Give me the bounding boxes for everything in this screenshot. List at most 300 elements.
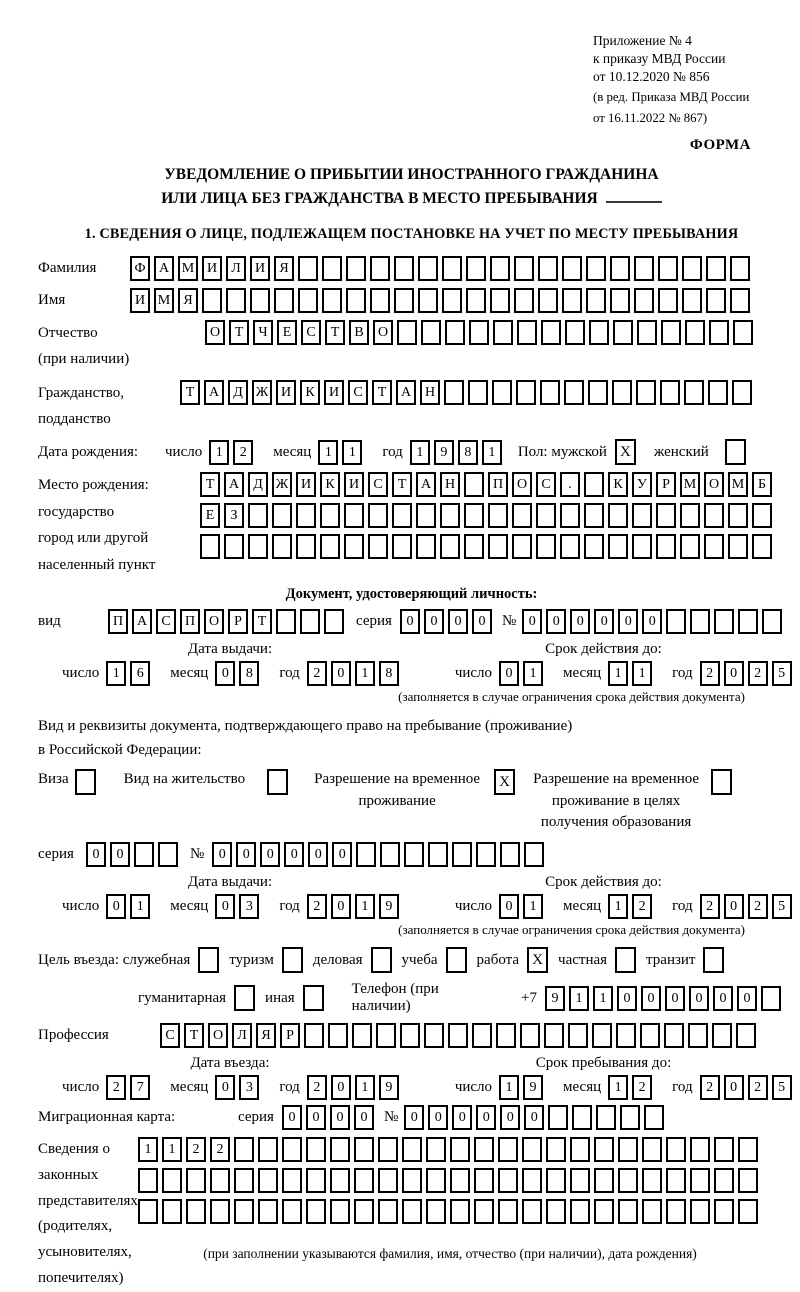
char-cell[interactable]: 2 [210, 1137, 230, 1162]
char-cell[interactable] [298, 288, 318, 313]
purpose-gumanitarnaya-checkbox[interactable] [234, 985, 255, 1011]
char-cell[interactable] [522, 1168, 542, 1193]
char-cell[interactable] [498, 1137, 518, 1162]
char-cell[interactable] [516, 380, 536, 405]
char-cell[interactable] [704, 503, 724, 528]
char-cell[interactable] [354, 1199, 374, 1224]
char-cell[interactable] [258, 1168, 278, 1193]
char-cell[interactable]: И [344, 472, 364, 497]
char-cell[interactable]: 0 [404, 1105, 424, 1130]
char-cell[interactable]: 0 [665, 986, 685, 1011]
char-cell[interactable] [210, 1199, 230, 1224]
char-cell[interactable] [498, 1168, 518, 1193]
char-cell[interactable]: 0 [332, 842, 352, 867]
char-cell[interactable] [322, 288, 342, 313]
char-cell[interactable] [274, 288, 294, 313]
char-cell[interactable]: 0 [215, 661, 235, 686]
char-cell[interactable] [202, 288, 222, 313]
char-cell[interactable]: Я [274, 256, 294, 281]
char-cell[interactable] [474, 1199, 494, 1224]
char-cell[interactable]: 1 [632, 661, 652, 686]
char-cell[interactable]: А [396, 380, 416, 405]
char-cell[interactable]: 2 [748, 894, 768, 919]
char-cell[interactable] [514, 288, 534, 313]
char-cell[interactable] [397, 320, 417, 345]
char-cell[interactable]: 2 [700, 1075, 720, 1100]
char-cell[interactable] [162, 1168, 182, 1193]
char-cell[interactable]: И [202, 256, 222, 281]
char-cell[interactable]: 1 [138, 1137, 158, 1162]
char-cell[interactable]: М [680, 472, 700, 497]
char-cell[interactable] [618, 1168, 638, 1193]
char-cell[interactable]: 0 [236, 842, 256, 867]
char-cell[interactable] [536, 534, 556, 559]
char-cell[interactable] [666, 1199, 686, 1224]
char-cell[interactable] [520, 1023, 540, 1048]
char-cell[interactable] [469, 320, 489, 345]
char-cell[interactable]: П [488, 472, 508, 497]
char-cell[interactable]: С [368, 472, 388, 497]
char-cell[interactable] [584, 503, 604, 528]
char-cell[interactable]: А [224, 472, 244, 497]
char-cell[interactable] [570, 1137, 590, 1162]
char-cell[interactable] [685, 320, 705, 345]
char-cell[interactable] [158, 842, 178, 867]
char-cell[interactable]: 1 [162, 1137, 182, 1162]
char-cell[interactable] [524, 842, 544, 867]
char-cell[interactable] [618, 1137, 638, 1162]
char-cell[interactable] [450, 1168, 470, 1193]
char-cell[interactable] [416, 534, 436, 559]
purpose-turizm-checkbox[interactable] [282, 947, 303, 973]
sex-male-checkbox[interactable]: X [615, 439, 636, 465]
char-cell[interactable] [642, 1137, 662, 1162]
char-cell[interactable] [492, 380, 512, 405]
char-cell[interactable] [730, 256, 750, 281]
char-cell[interactable] [402, 1137, 422, 1162]
char-cell[interactable] [356, 842, 376, 867]
char-cell[interactable] [296, 503, 316, 528]
char-cell[interactable] [706, 256, 726, 281]
char-cell[interactable] [330, 1199, 350, 1224]
char-cell[interactable]: С [156, 609, 176, 634]
char-cell[interactable]: Р [280, 1023, 300, 1048]
char-cell[interactable] [282, 1137, 302, 1162]
char-cell[interactable] [572, 1105, 592, 1130]
char-cell[interactable]: 0 [546, 609, 566, 634]
char-cell[interactable] [546, 1168, 566, 1193]
char-cell[interactable]: 0 [499, 661, 519, 686]
char-cell[interactable] [498, 1199, 518, 1224]
char-cell[interactable] [394, 256, 414, 281]
char-cell[interactable] [464, 534, 484, 559]
char-cell[interactable] [640, 1023, 660, 1048]
char-cell[interactable] [200, 534, 220, 559]
char-cell[interactable] [612, 380, 632, 405]
char-cell[interactable]: 9 [434, 440, 454, 465]
char-cell[interactable]: 2 [632, 1075, 652, 1100]
char-cell[interactable] [445, 320, 465, 345]
char-cell[interactable] [440, 534, 460, 559]
char-cell[interactable] [442, 288, 462, 313]
char-cell[interactable] [258, 1199, 278, 1224]
char-cell[interactable] [346, 256, 366, 281]
char-cell[interactable]: О [204, 609, 224, 634]
char-cell[interactable] [298, 256, 318, 281]
char-cell[interactable] [636, 380, 656, 405]
char-cell[interactable] [376, 1023, 396, 1048]
char-cell[interactable] [752, 534, 772, 559]
char-cell[interactable] [474, 1137, 494, 1162]
visa-checkbox[interactable] [75, 769, 96, 795]
char-cell[interactable]: 9 [523, 1075, 543, 1100]
char-cell[interactable]: О [208, 1023, 228, 1048]
char-cell[interactable] [421, 320, 441, 345]
char-cell[interactable]: 0 [448, 609, 468, 634]
char-cell[interactable] [234, 1199, 254, 1224]
char-cell[interactable] [762, 609, 782, 634]
char-cell[interactable] [544, 1023, 564, 1048]
char-cell[interactable] [330, 1168, 350, 1193]
char-cell[interactable] [296, 534, 316, 559]
char-cell[interactable] [761, 986, 781, 1011]
char-cell[interactable]: 0 [424, 609, 444, 634]
char-cell[interactable] [570, 1168, 590, 1193]
char-cell[interactable] [496, 1023, 516, 1048]
char-cell[interactable]: 0 [476, 1105, 496, 1130]
char-cell[interactable] [661, 320, 681, 345]
char-cell[interactable]: Т [180, 380, 200, 405]
char-cell[interactable] [344, 503, 364, 528]
char-cell[interactable]: Д [248, 472, 268, 497]
char-cell[interactable]: 1 [608, 1075, 628, 1100]
char-cell[interactable] [378, 1137, 398, 1162]
char-cell[interactable]: 0 [331, 1075, 351, 1100]
char-cell[interactable]: 1 [593, 986, 613, 1011]
char-cell[interactable] [380, 842, 400, 867]
char-cell[interactable]: Р [656, 472, 676, 497]
char-cell[interactable] [450, 1199, 470, 1224]
char-cell[interactable] [304, 1023, 324, 1048]
char-cell[interactable] [608, 503, 628, 528]
char-cell[interactable] [562, 288, 582, 313]
char-cell[interactable] [444, 380, 464, 405]
char-cell[interactable]: 0 [452, 1105, 472, 1130]
char-cell[interactable] [134, 842, 154, 867]
char-cell[interactable] [426, 1168, 446, 1193]
char-cell[interactable] [728, 534, 748, 559]
char-cell[interactable]: Н [420, 380, 440, 405]
char-cell[interactable]: Я [178, 288, 198, 313]
char-cell[interactable]: 0 [737, 986, 757, 1011]
char-cell[interactable] [272, 503, 292, 528]
char-cell[interactable] [586, 288, 606, 313]
purpose-sluzhebnaya-checkbox[interactable] [198, 947, 219, 973]
char-cell[interactable] [352, 1023, 372, 1048]
char-cell[interactable]: 0 [618, 609, 638, 634]
char-cell[interactable] [512, 534, 532, 559]
char-cell[interactable]: А [416, 472, 436, 497]
char-cell[interactable]: 0 [617, 986, 637, 1011]
char-cell[interactable]: Л [232, 1023, 252, 1048]
char-cell[interactable] [656, 534, 676, 559]
char-cell[interactable] [690, 1168, 710, 1193]
char-cell[interactable] [416, 503, 436, 528]
char-cell[interactable]: И [250, 256, 270, 281]
char-cell[interactable] [560, 503, 580, 528]
char-cell[interactable] [328, 1023, 348, 1048]
char-cell[interactable]: 7 [130, 1075, 150, 1100]
char-cell[interactable] [596, 1105, 616, 1130]
char-cell[interactable]: 1 [342, 440, 362, 465]
char-cell[interactable]: 0 [86, 842, 106, 867]
char-cell[interactable]: 1 [209, 440, 229, 465]
char-cell[interactable]: 2 [748, 661, 768, 686]
char-cell[interactable]: Л [226, 256, 246, 281]
char-cell[interactable]: М [154, 288, 174, 313]
char-cell[interactable]: М [178, 256, 198, 281]
char-cell[interactable]: 0 [570, 609, 590, 634]
char-cell[interactable] [476, 842, 496, 867]
char-cell[interactable] [616, 1023, 636, 1048]
char-cell[interactable]: 2 [748, 1075, 768, 1100]
char-cell[interactable]: К [300, 380, 320, 405]
char-cell[interactable] [426, 1199, 446, 1224]
char-cell[interactable] [666, 1137, 686, 1162]
char-cell[interactable]: 0 [306, 1105, 326, 1130]
char-cell[interactable]: Т [184, 1023, 204, 1048]
char-cell[interactable]: 1 [569, 986, 589, 1011]
char-cell[interactable] [594, 1137, 614, 1162]
char-cell[interactable]: 0 [212, 842, 232, 867]
char-cell[interactable] [224, 534, 244, 559]
purpose-ucheba-checkbox[interactable] [446, 947, 467, 973]
char-cell[interactable]: Я [256, 1023, 276, 1048]
purpose-chastnaya-checkbox[interactable] [615, 947, 636, 973]
char-cell[interactable]: 0 [400, 609, 420, 634]
char-cell[interactable] [440, 503, 460, 528]
char-cell[interactable] [752, 503, 772, 528]
char-cell[interactable] [541, 320, 561, 345]
char-cell[interactable]: А [132, 609, 152, 634]
char-cell[interactable] [490, 288, 510, 313]
char-cell[interactable]: Н [440, 472, 460, 497]
char-cell[interactable] [666, 609, 686, 634]
char-cell[interactable]: С [536, 472, 556, 497]
char-cell[interactable]: 0 [284, 842, 304, 867]
char-cell[interactable] [712, 1023, 732, 1048]
char-cell[interactable]: О [512, 472, 532, 497]
char-cell[interactable]: К [320, 472, 340, 497]
char-cell[interactable] [368, 503, 388, 528]
char-cell[interactable] [738, 1137, 758, 1162]
char-cell[interactable] [300, 609, 320, 634]
char-cell[interactable] [490, 256, 510, 281]
char-cell[interactable]: Т [252, 609, 272, 634]
char-cell[interactable] [584, 472, 604, 497]
char-cell[interactable] [324, 609, 344, 634]
char-cell[interactable] [642, 1168, 662, 1193]
char-cell[interactable]: С [348, 380, 368, 405]
char-cell[interactable] [320, 534, 340, 559]
char-cell[interactable]: 1 [318, 440, 338, 465]
char-cell[interactable]: 1 [482, 440, 502, 465]
char-cell[interactable] [620, 1105, 640, 1130]
char-cell[interactable] [258, 1137, 278, 1162]
char-cell[interactable] [448, 1023, 468, 1048]
char-cell[interactable]: И [296, 472, 316, 497]
char-cell[interactable] [466, 288, 486, 313]
char-cell[interactable] [162, 1199, 182, 1224]
char-cell[interactable] [368, 534, 388, 559]
char-cell[interactable]: А [154, 256, 174, 281]
char-cell[interactable] [276, 609, 296, 634]
char-cell[interactable]: 0 [215, 1075, 235, 1100]
char-cell[interactable] [644, 1105, 664, 1130]
char-cell[interactable]: И [276, 380, 296, 405]
char-cell[interactable] [418, 256, 438, 281]
char-cell[interactable] [546, 1199, 566, 1224]
purpose-tranzit-checkbox[interactable] [703, 947, 724, 973]
char-cell[interactable] [568, 1023, 588, 1048]
char-cell[interactable] [370, 256, 390, 281]
char-cell[interactable]: 2 [700, 661, 720, 686]
char-cell[interactable] [402, 1199, 422, 1224]
purpose-rabota-checkbox[interactable]: X [527, 947, 548, 973]
char-cell[interactable] [404, 842, 424, 867]
char-cell[interactable]: 0 [260, 842, 280, 867]
char-cell[interactable]: Д [228, 380, 248, 405]
char-cell[interactable] [466, 256, 486, 281]
char-cell[interactable] [637, 320, 657, 345]
char-cell[interactable] [306, 1137, 326, 1162]
char-cell[interactable]: 1 [523, 661, 543, 686]
char-cell[interactable]: 0 [330, 1105, 350, 1130]
char-cell[interactable]: 6 [130, 661, 150, 686]
char-cell[interactable]: Т [372, 380, 392, 405]
char-cell[interactable]: 2 [700, 894, 720, 919]
char-cell[interactable] [522, 1199, 542, 1224]
char-cell[interactable] [402, 1168, 422, 1193]
char-cell[interactable] [474, 1168, 494, 1193]
char-cell[interactable]: 9 [379, 1075, 399, 1100]
char-cell[interactable] [560, 534, 580, 559]
char-cell[interactable]: 1 [523, 894, 543, 919]
char-cell[interactable]: 0 [642, 609, 662, 634]
char-cell[interactable]: Е [277, 320, 297, 345]
char-cell[interactable] [608, 534, 628, 559]
char-cell[interactable] [138, 1168, 158, 1193]
char-cell[interactable] [586, 256, 606, 281]
char-cell[interactable] [248, 534, 268, 559]
char-cell[interactable]: В [349, 320, 369, 345]
char-cell[interactable] [538, 256, 558, 281]
char-cell[interactable]: 1 [355, 894, 375, 919]
char-cell[interactable] [738, 609, 758, 634]
char-cell[interactable]: 0 [110, 842, 130, 867]
char-cell[interactable] [565, 320, 585, 345]
char-cell[interactable]: Ф [130, 256, 150, 281]
char-cell[interactable] [730, 288, 750, 313]
char-cell[interactable] [660, 380, 680, 405]
char-cell[interactable] [500, 842, 520, 867]
char-cell[interactable]: 0 [594, 609, 614, 634]
char-cell[interactable]: К [608, 472, 628, 497]
char-cell[interactable]: Т [200, 472, 220, 497]
char-cell[interactable]: 0 [106, 894, 126, 919]
char-cell[interactable]: О [373, 320, 393, 345]
char-cell[interactable] [378, 1168, 398, 1193]
char-cell[interactable]: 3 [239, 894, 259, 919]
char-cell[interactable] [248, 503, 268, 528]
char-cell[interactable] [472, 1023, 492, 1048]
char-cell[interactable] [548, 1105, 568, 1130]
char-cell[interactable]: 9 [545, 986, 565, 1011]
char-cell[interactable] [728, 503, 748, 528]
char-cell[interactable] [658, 288, 678, 313]
char-cell[interactable]: 0 [724, 661, 744, 686]
char-cell[interactable] [394, 288, 414, 313]
char-cell[interactable] [709, 320, 729, 345]
char-cell[interactable] [618, 1199, 638, 1224]
char-cell[interactable]: М [728, 472, 748, 497]
char-cell[interactable]: Ж [272, 472, 292, 497]
char-cell[interactable]: 0 [522, 609, 542, 634]
char-cell[interactable] [594, 1199, 614, 1224]
char-cell[interactable] [330, 1137, 350, 1162]
char-cell[interactable] [682, 256, 702, 281]
char-cell[interactable]: О [205, 320, 225, 345]
char-cell[interactable] [522, 1137, 542, 1162]
char-cell[interactable] [632, 534, 652, 559]
char-cell[interactable]: 0 [308, 842, 328, 867]
char-cell[interactable] [320, 503, 340, 528]
char-cell[interactable]: И [130, 288, 150, 313]
char-cell[interactable] [493, 320, 513, 345]
char-cell[interactable]: 2 [233, 440, 253, 465]
char-cell[interactable]: 0 [499, 894, 519, 919]
char-cell[interactable] [186, 1168, 206, 1193]
char-cell[interactable] [514, 256, 534, 281]
char-cell[interactable]: 8 [458, 440, 478, 465]
char-cell[interactable] [344, 534, 364, 559]
char-cell[interactable]: 1 [106, 661, 126, 686]
char-cell[interactable]: 2 [186, 1137, 206, 1162]
char-cell[interactable] [538, 288, 558, 313]
char-cell[interactable] [714, 1199, 734, 1224]
char-cell[interactable] [682, 288, 702, 313]
char-cell[interactable]: 1 [499, 1075, 519, 1100]
char-cell[interactable] [690, 1199, 710, 1224]
char-cell[interactable]: 1 [130, 894, 150, 919]
char-cell[interactable]: А [204, 380, 224, 405]
char-cell[interactable] [708, 380, 728, 405]
char-cell[interactable]: 5 [772, 661, 792, 686]
char-cell[interactable]: П [108, 609, 128, 634]
char-cell[interactable] [540, 380, 560, 405]
char-cell[interactable] [666, 1168, 686, 1193]
char-cell[interactable] [594, 1168, 614, 1193]
char-cell[interactable]: 5 [772, 894, 792, 919]
char-cell[interactable] [732, 380, 752, 405]
char-cell[interactable] [536, 503, 556, 528]
char-cell[interactable]: П [180, 609, 200, 634]
char-cell[interactable]: 5 [772, 1075, 792, 1100]
char-cell[interactable] [282, 1168, 302, 1193]
char-cell[interactable] [588, 380, 608, 405]
char-cell[interactable]: 0 [472, 609, 492, 634]
char-cell[interactable] [690, 1137, 710, 1162]
